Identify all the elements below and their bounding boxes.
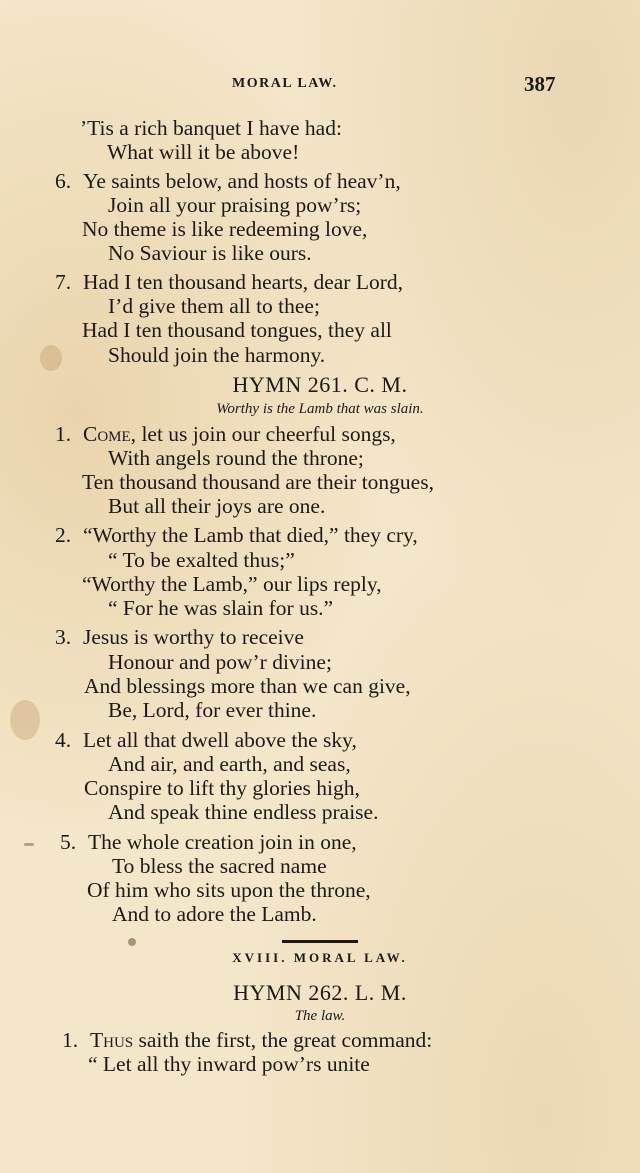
verse-line: “ Let all thy inward pow’rs unite xyxy=(88,1052,370,1076)
verse-line: “Worthy the Lamb that died,” they cry, xyxy=(83,523,418,547)
verse-line: “Worthy the Lamb,” our lips reply, xyxy=(82,572,382,596)
section-rule xyxy=(282,940,358,943)
verse-text: saith the first, the great command: xyxy=(133,1028,433,1052)
verse-line: And blessings more than we can give, xyxy=(84,674,411,698)
verse-text: let us join our cheerful songs, xyxy=(136,422,396,446)
hymn-title: HYMN 261. C. M. xyxy=(232,372,408,397)
verse-line: Had I ten thousand tongues, they all xyxy=(82,318,392,342)
stanza-number: 4. xyxy=(55,728,72,752)
verse-line: Join all your praising pow’rs; xyxy=(108,193,362,217)
verse-line: Ye saints below, and hosts of heav’n, xyxy=(83,169,401,193)
ink-speck xyxy=(24,843,34,846)
hymn-subtitle: Worthy is the Lamb that was slain. xyxy=(216,401,424,417)
verse-line: The whole creation join in one, xyxy=(88,830,357,854)
verse-line: Ten thousand thousand are their tongues, xyxy=(82,470,434,494)
verse-line: And air, and earth, and seas, xyxy=(108,752,351,776)
stanza-number: 5. xyxy=(60,830,77,854)
verse-line: Be, Lord, for ever thine. xyxy=(108,698,317,722)
verse-line: But all their joys are one. xyxy=(108,494,326,518)
verse-line: Should join the harmony. xyxy=(108,343,326,367)
initial-word: Come, xyxy=(83,422,137,446)
verse-line: I’d give them all to thee; xyxy=(108,294,320,318)
verse-line: To bless the sacred name xyxy=(112,854,327,878)
running-head: MORAL LAW. xyxy=(232,76,338,91)
hymn-subtitle: The law. xyxy=(294,1008,346,1024)
verse-line xyxy=(90,1028,432,1052)
verse-line: Let all that dwell above the sky, xyxy=(83,728,357,752)
verse-line: Had I ten thousand hearts, dear Lord, xyxy=(83,270,404,294)
stanza-number: 6. xyxy=(55,169,72,193)
verse-line xyxy=(83,422,396,446)
verse-line: Honour and pow’r divine; xyxy=(108,650,332,674)
verse-line: ’Tis a rich banquet I have had: xyxy=(80,116,342,140)
page-number: 387 xyxy=(524,72,556,96)
hymn-title: HYMN 262. L. M. xyxy=(233,980,407,1005)
verse-line: Jesus is worthy to receive xyxy=(83,625,304,649)
stanza-number: 7. xyxy=(55,270,72,294)
ink-speck xyxy=(128,938,136,946)
verse-line: “ For he was slain for us.” xyxy=(108,596,334,620)
verse-line: No theme is like redeeming love, xyxy=(82,217,368,241)
verse-line: “ To be exalted thus;” xyxy=(108,548,295,572)
stanza-number: 1. xyxy=(55,422,72,446)
stanza-number: 2. xyxy=(55,523,72,547)
section-heading: XVIII. MORAL LAW. xyxy=(232,950,408,965)
paper-stain xyxy=(10,700,40,740)
verse-line: No Saviour is like ours. xyxy=(108,241,312,265)
stanza-number: 1. xyxy=(62,1028,79,1052)
verse-line: Of him who sits upon the throne, xyxy=(87,878,371,902)
paper-stain xyxy=(40,345,62,371)
stanza-number: 3. xyxy=(55,625,72,649)
verse-line: What will it be above! xyxy=(107,140,300,164)
page-header xyxy=(0,72,640,100)
verse-line: And speak thine endless praise. xyxy=(108,800,379,824)
verse-line: With angels round the throne; xyxy=(108,446,364,470)
verse-line: And to adore the Lamb. xyxy=(112,902,317,926)
initial-word: Thus xyxy=(90,1028,134,1052)
verse-line: Conspire to lift thy glories high, xyxy=(84,776,360,800)
